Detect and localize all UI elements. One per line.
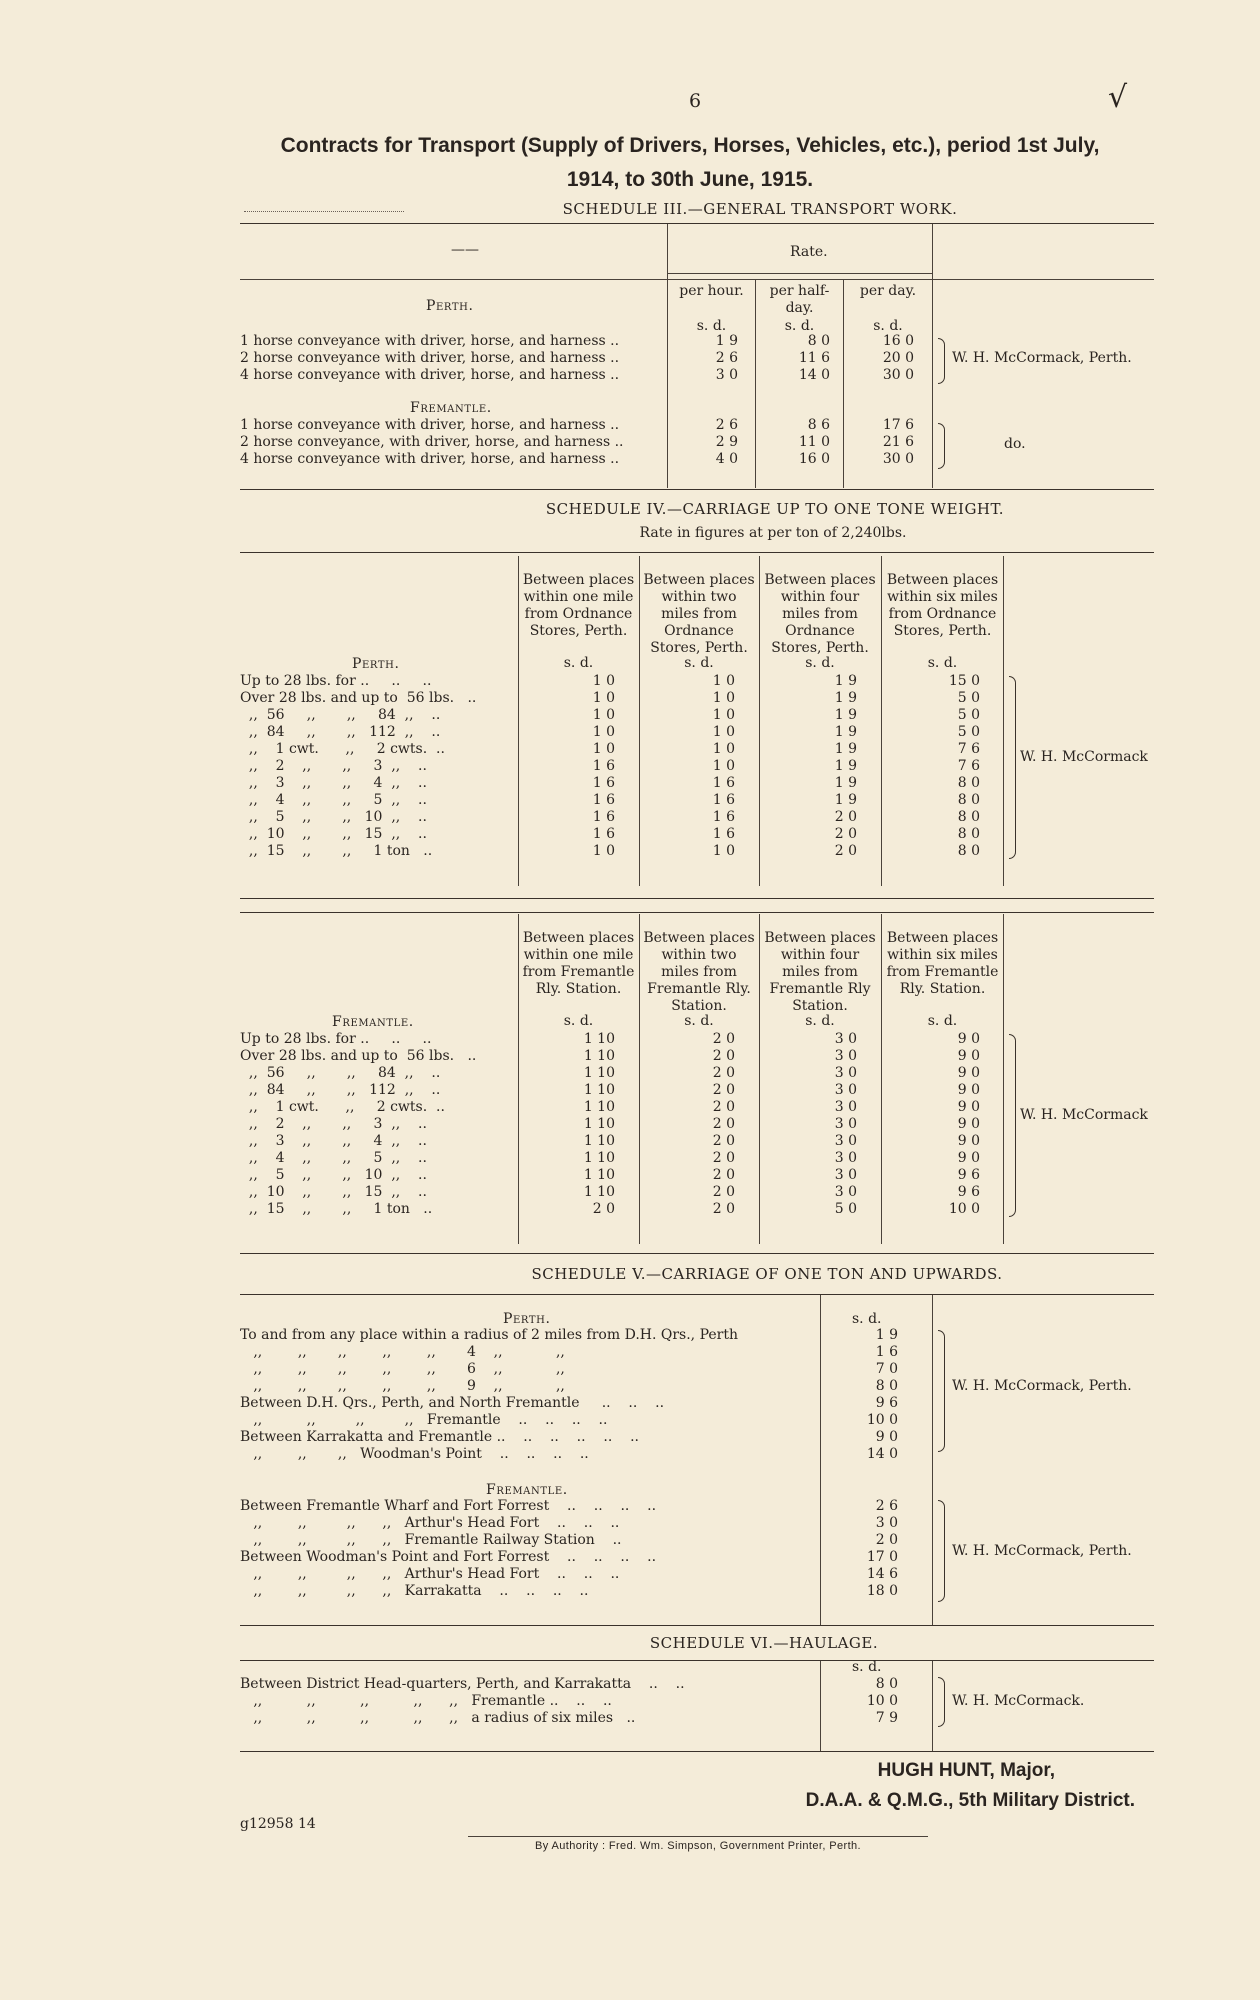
value-cell: 10 0: [866, 1412, 898, 1428]
rule: [240, 1625, 1154, 1626]
value-cell: 9 6: [875, 1395, 898, 1411]
value-cell: 2 0: [592, 1201, 615, 1217]
rule: [240, 912, 1154, 913]
value-cell: 1 0: [712, 843, 735, 859]
value-cell: 14 0: [798, 367, 830, 383]
table-row-label: ,, ,, ,, ,, Karrakatta .. .. .. ..: [240, 1583, 589, 1599]
value-cell: 1 0: [592, 673, 615, 689]
value-cell: 2 0: [712, 1184, 735, 1200]
table-row-label: ,, ,, ,, ,, ,, 6 ,, ,,: [240, 1361, 565, 1377]
table-row-label: 2 horse conveyance with driver, horse, and harness ..: [240, 350, 620, 366]
value-cell: 17 0: [866, 1549, 898, 1565]
value-cell: 2 0: [712, 1167, 735, 1183]
value-cell: 1 6: [712, 809, 735, 825]
value-cell: 9 0: [957, 1116, 980, 1132]
column-header: Between places within six miles from Ordnance Stores, Perth.: [886, 572, 999, 639]
table-row-label: 4 horse conveyance with driver, horse, and harness ..: [240, 367, 620, 383]
value-cell: 3 0: [715, 367, 738, 383]
value-cell: 5 0: [834, 1201, 857, 1217]
value-cell: 10 0: [866, 1693, 898, 1709]
value-cell: 1 0: [712, 673, 735, 689]
value-cell: 8 0: [807, 333, 830, 349]
value-cell: 3 0: [834, 1167, 857, 1183]
sd-label: s. d.: [563, 655, 594, 671]
sd-label: s. d.: [927, 655, 958, 671]
schedule-4-subheading: Rate in figures at per ton of 2,240lbs.: [639, 525, 907, 541]
value-cell: 9 0: [957, 1099, 980, 1115]
rule: [240, 279, 1154, 280]
rule: [240, 1660, 1154, 1661]
schedule-6-contractor: W. H. McCormack.: [952, 1693, 1085, 1709]
table-row-label: ,, 4 ,, ,, 5 ,, ..: [240, 1150, 427, 1166]
value-cell: 1 10: [583, 1116, 615, 1132]
table-row-label: ,, 56 ,, ,, 84 ,, ..: [240, 707, 441, 723]
contractor-name: W. H. McCormack: [1020, 1107, 1148, 1123]
value-cell: 1 9: [834, 724, 857, 740]
value-cell: 1 6: [592, 809, 615, 825]
table-row-label: ,, ,, ,, ,, Fremantle .. .. .. ..: [240, 1412, 608, 1428]
table-row-label: ,, 1 cwt. ,, 2 cwts. ..: [240, 741, 445, 757]
value-cell: 7 9: [875, 1710, 898, 1726]
contractor-do: do.: [1004, 436, 1026, 452]
fremantle-label: Fremantle.: [486, 1482, 568, 1498]
table-row-label: ,, ,, ,, ,, ,, a radius of six miles ..: [240, 1710, 636, 1726]
schedule-3-heading: SCHEDULE III.—GENERAL TRANSPORT WORK.: [562, 200, 958, 218]
value-cell: 1 6: [592, 775, 615, 791]
table-row-label: ,, 3 ,, ,, 4 ,, ..: [240, 775, 427, 791]
brace: [938, 338, 945, 384]
value-cell: 8 0: [875, 1676, 898, 1692]
value-cell: 9 0: [957, 1031, 980, 1047]
value-cell: 11 6: [798, 350, 830, 366]
value-cell: 9 0: [957, 1048, 980, 1064]
value-cell: 2 0: [712, 1065, 735, 1081]
handwritten-mark: √: [1108, 80, 1128, 115]
value-cell: 4 0: [715, 451, 738, 467]
brace: [938, 1677, 945, 1727]
table-row-label: Up to 28 lbs. for .. .. ..: [240, 673, 432, 689]
table-row-label: ,, 5 ,, ,, 10 ,, ..: [240, 1167, 427, 1183]
rule: [240, 898, 1154, 899]
table-row-label: ,, 4 ,, ,, 5 ,, ..: [240, 792, 427, 808]
value-cell: 1 10: [583, 1065, 615, 1081]
print-code: g12958 14: [240, 1816, 316, 1832]
value-cell: 2 0: [712, 1031, 735, 1047]
table-row-label: Between District Head-quarters, Perth, and Karrakatta .. ..: [240, 1676, 685, 1692]
value-cell: 1 10: [583, 1184, 615, 1200]
table-row-label: 4 horse conveyance with driver, horse, and harness ..: [240, 451, 620, 467]
value-cell: 1 0: [712, 707, 735, 723]
sd-label: s. d.: [684, 655, 714, 671]
value-cell: 1 10: [583, 1082, 615, 1098]
brace: [1009, 676, 1016, 859]
table-row-label: ,, 3 ,, ,, 4 ,, ..: [240, 1133, 427, 1149]
value-cell: 2 0: [834, 826, 857, 842]
table-row-label: To and from any place within a radius of 2 miles from D.H. Qrs., Perth: [240, 1327, 738, 1343]
sd-label: s. d.: [927, 1013, 958, 1029]
value-cell: 1 0: [592, 690, 615, 706]
rule: [240, 1294, 1154, 1295]
value-cell: 8 6: [807, 417, 830, 433]
value-cell: 5 0: [957, 724, 980, 740]
value-cell: 2 0: [712, 1133, 735, 1149]
vrule: [932, 1661, 933, 1751]
rule: [240, 1751, 1154, 1752]
value-cell: 1 10: [583, 1150, 615, 1166]
value-cell: 1 0: [712, 690, 735, 706]
value-cell: 1 0: [592, 724, 615, 740]
fremantle-label: Fremantle.: [410, 400, 492, 416]
table-row-label: ,, ,, ,, Woodman's Point .. .. .. ..: [240, 1446, 589, 1462]
table-row-label: Between D.H. Qrs., Perth, and North Fremantle .. .. ..: [240, 1395, 665, 1411]
value-cell: 8 0: [957, 809, 980, 825]
table-row-label: ,, 10 ,, ,, 15 ,, ..: [240, 826, 427, 842]
value-cell: 2 0: [712, 1201, 735, 1217]
column-header: Between places within two miles from Ordnance Stores, Perth.: [643, 572, 755, 656]
sd-label: s. d.: [852, 1311, 882, 1327]
table-row-label: ,, ,, ,, ,, Fremantle Railway Station ..: [240, 1532, 622, 1548]
rule: [240, 1253, 1154, 1254]
brace: [938, 1330, 945, 1452]
vrule: [932, 224, 933, 488]
sd-label: s. d.: [805, 1013, 835, 1029]
value-cell: 14 6: [866, 1566, 898, 1582]
value-cell: 9 0: [875, 1429, 898, 1445]
column-header: Between places within four miles from Fremantle Rly Station.: [764, 930, 876, 1014]
table-row-label: ,, ,, ,, ,, Arthur's Head Fort .. .. ..: [240, 1566, 620, 1582]
value-cell: 1 9: [834, 792, 857, 808]
sd-label: s. d.: [696, 318, 727, 334]
rule: [668, 273, 932, 274]
perth-label: Perth.: [426, 298, 474, 314]
value-cell: 2 0: [712, 1048, 735, 1064]
value-cell: 2 0: [834, 843, 857, 859]
schedule-5-contractor: W. H. McCormack, Perth.: [952, 1378, 1132, 1394]
value-cell: 1 9: [834, 673, 857, 689]
table-row-label: Up to 28 lbs. for .. .. ..: [240, 1031, 432, 1047]
value-cell: 1 6: [712, 775, 735, 791]
value-cell: 3 0: [834, 1065, 857, 1081]
value-cell: 14 0: [866, 1446, 898, 1462]
value-cell: 1 9: [834, 741, 857, 757]
signature-name: HUGH HUNT, Major,: [877, 1760, 1055, 1781]
value-cell: 3 0: [834, 1150, 857, 1166]
value-cell: 2 0: [875, 1532, 898, 1548]
table-row-label: 2 horse conveyance, with driver, horse, and harness ..: [240, 434, 624, 450]
table-row-label: Over 28 lbs. and up to 56 lbs. ..: [240, 1048, 477, 1064]
value-cell: 30 0: [882, 451, 914, 467]
table-row-label: ,, 56 ,, ,, 84 ,, ..: [240, 1065, 441, 1081]
document-title-line1: Contracts for Transport (Supply of Drivers, Horses, Vehicles, etc.), period 1st July,: [280, 134, 1100, 157]
value-cell: 9 6: [957, 1167, 980, 1183]
table-row-label: 1 horse conveyance with driver, horse, and harness ..: [240, 417, 620, 433]
contractor-name: W. H. McCormack: [1020, 749, 1148, 765]
value-cell: 20 0: [882, 350, 914, 366]
brace: [938, 423, 945, 469]
table-row-label: ,, 15 ,, ,, 1 ton ..: [240, 843, 433, 859]
document-title-line2: 1914, to 30th June, 1915.: [566, 168, 814, 191]
sd-label: s. d.: [784, 318, 815, 334]
value-cell: 1 6: [712, 792, 735, 808]
table-row-label: ,, ,, ,, ,, Arthur's Head Fort .. .. ..: [240, 1515, 620, 1531]
value-cell: 16 0: [882, 333, 914, 349]
value-cell: 7 0: [875, 1361, 898, 1377]
value-cell: 2 0: [834, 809, 857, 825]
contractor-perth: W. H. McCormack, Perth.: [952, 350, 1132, 366]
schedule-5-heading: SCHEDULE V.—CARRIAGE OF ONE TON AND UPWARDS.: [531, 1265, 1003, 1283]
value-cell: 18 0: [866, 1583, 898, 1599]
rate-header: Rate.: [790, 244, 828, 260]
value-cell: 1 0: [592, 741, 615, 757]
value-cell: 1 9: [834, 690, 857, 706]
value-cell: 1 6: [592, 826, 615, 842]
value-cell: 1 10: [583, 1031, 615, 1047]
sd-label: s. d.: [805, 655, 835, 671]
value-cell: 1 9: [834, 707, 857, 723]
value-cell: 3 0: [834, 1031, 857, 1047]
value-cell: 9 0: [957, 1082, 980, 1098]
value-cell: 9 6: [957, 1184, 980, 1200]
table-row-label: ,, ,, ,, ,, ,, 9 ,, ,,: [240, 1378, 565, 1394]
table-row-label: ,, ,, ,, ,, ,, 4 ,, ,,: [240, 1344, 565, 1360]
table-row-label: ,, 1 cwt. ,, 2 cwts. ..: [240, 1099, 445, 1115]
value-cell: 2 0: [712, 1082, 735, 1098]
schedule-5-contractor: W. H. McCormack, Perth.: [952, 1543, 1132, 1559]
value-cell: 1 0: [712, 741, 735, 757]
value-cell: 10 0: [948, 1201, 980, 1217]
sd-label: s. d.: [873, 318, 903, 334]
value-cell: 9 0: [957, 1133, 980, 1149]
value-cell: 1 6: [712, 826, 735, 842]
sd-label: s. d.: [684, 1013, 714, 1029]
value-cell: 21 6: [882, 434, 914, 450]
schedule-6-heading: SCHEDULE VI.—HAULAGE.: [649, 1634, 879, 1652]
printer-line: By Authority : Fred. Wm. Simpson, Government Printer, Perth.: [535, 1840, 861, 1852]
value-cell: 30 0: [882, 367, 914, 383]
column-header: Between places within six miles from Fremantle Rly. Station.: [886, 930, 999, 997]
col-per-hour: per hour.: [679, 283, 744, 299]
value-cell: 9 0: [957, 1065, 980, 1081]
value-cell: 1 9: [715, 333, 738, 349]
value-cell: 8 0: [957, 843, 980, 859]
value-cell: 17 6: [882, 417, 914, 433]
value-cell: 2 0: [712, 1150, 735, 1166]
value-cell: 5 0: [957, 707, 980, 723]
value-cell: 1 9: [834, 758, 857, 774]
table-row-label: Between Woodman's Point and Fort Forrest .. .. .. ..: [240, 1549, 657, 1565]
table-row-label: ,, 84 ,, ,, 112 ,, ..: [240, 1082, 441, 1098]
value-cell: 8 0: [957, 826, 980, 842]
col-per-half-day: per half-day.: [769, 283, 830, 316]
place-label: Perth.: [352, 656, 400, 672]
value-cell: 1 0: [712, 724, 735, 740]
signature-title: D.A.A. & Q.M.G., 5th Military District.: [805, 1790, 1135, 1811]
perth-label: Perth.: [503, 1311, 551, 1327]
table-row-label: ,, 2 ,, ,, 3 ,, ..: [240, 1116, 427, 1132]
value-cell: 11 0: [798, 434, 830, 450]
column-header: Between places within one mile from Ordnance Stores, Perth.: [522, 572, 635, 639]
rule: [468, 1836, 928, 1837]
table-row-label: Over 28 lbs. and up to 56 lbs. ..: [240, 690, 477, 706]
value-cell: 1 6: [592, 758, 615, 774]
col-dash: ——: [451, 242, 479, 258]
value-cell: 3 0: [875, 1515, 898, 1531]
value-cell: 1 0: [592, 707, 615, 723]
table-row-label: ,, 15 ,, ,, 1 ton ..: [240, 1201, 433, 1217]
value-cell: 1 6: [592, 792, 615, 808]
value-cell: 1 9: [875, 1327, 898, 1343]
table-row-label: ,, 2 ,, ,, 3 ,, ..: [240, 758, 427, 774]
value-cell: 3 0: [834, 1133, 857, 1149]
value-cell: 7 6: [957, 741, 980, 757]
sd-label: s. d.: [563, 1013, 594, 1029]
value-cell: 2 6: [715, 350, 738, 366]
column-header: Between places within two miles from Fremantle Rly. Station.: [643, 930, 755, 1014]
value-cell: 1 6: [875, 1344, 898, 1360]
value-cell: 1 10: [583, 1167, 615, 1183]
vrule: [820, 1295, 821, 1625]
value-cell: 1 10: [583, 1099, 615, 1115]
rule: [240, 552, 1154, 553]
table-row-label: 1 horse conveyance with driver, horse, and harness ..: [240, 333, 620, 349]
value-cell: 9 0: [957, 1150, 980, 1166]
table-row-label: ,, 5 ,, ,, 10 ,, ..: [240, 809, 427, 825]
column-header: Between places within one mile from Fremantle Rly. Station.: [522, 930, 635, 997]
value-cell: 7 6: [957, 758, 980, 774]
vrule: [1003, 914, 1004, 1244]
value-cell: 2 6: [875, 1498, 898, 1514]
vrule: [1003, 556, 1004, 886]
vrule: [820, 1661, 821, 1751]
brace: [1009, 1034, 1016, 1217]
value-cell: 1 0: [712, 758, 735, 774]
value-cell: 1 9: [834, 775, 857, 791]
schedule-4-heading: SCHEDULE IV.—CARRIAGE UP TO ONE TONE WEIGHT.: [545, 500, 1005, 518]
value-cell: 5 0: [957, 690, 980, 706]
rule: [240, 489, 1154, 490]
value-cell: 3 0: [834, 1082, 857, 1098]
value-cell: 8 0: [875, 1378, 898, 1394]
value-cell: 3 0: [834, 1048, 857, 1064]
value-cell: 8 0: [957, 775, 980, 791]
value-cell: 3 0: [834, 1184, 857, 1200]
value-cell: 15 0: [948, 673, 980, 689]
vrule: [932, 1295, 933, 1625]
value-cell: 3 0: [834, 1099, 857, 1115]
table-row-label: ,, 84 ,, ,, 112 ,, ..: [240, 724, 441, 740]
column-header: Between places within four miles from Ordnance Stores, Perth.: [764, 572, 876, 656]
value-cell: 1 10: [583, 1048, 615, 1064]
sd-label: s. d.: [852, 1659, 882, 1675]
value-cell: 2 0: [712, 1116, 735, 1132]
value-cell: 3 0: [834, 1116, 857, 1132]
value-cell: 16 0: [798, 451, 830, 467]
table-row-label: ,, 10 ,, ,, 15 ,, ..: [240, 1184, 427, 1200]
value-cell: 2 0: [712, 1099, 735, 1115]
value-cell: 1 0: [592, 843, 615, 859]
col-per-day: per day.: [859, 283, 917, 299]
brace: [938, 1500, 945, 1602]
rule: [240, 223, 1154, 224]
table-row-label: Between Karrakatta and Fremantle .. .. .. .. .. ..: [240, 1429, 639, 1445]
place-label: Fremantle.: [332, 1014, 414, 1030]
table-row-label: Between Fremantle Wharf and Fort Forrest .. .. .. ..: [240, 1498, 657, 1514]
value-cell: 2 6: [715, 417, 738, 433]
page-number: 6: [688, 90, 702, 112]
table-row-label: ,, ,, ,, ,, ,, Fremantle .. .. ..: [240, 1693, 612, 1709]
value-cell: 8 0: [957, 792, 980, 808]
value-cell: 2 9: [715, 434, 738, 450]
value-cell: 1 10: [583, 1133, 615, 1149]
